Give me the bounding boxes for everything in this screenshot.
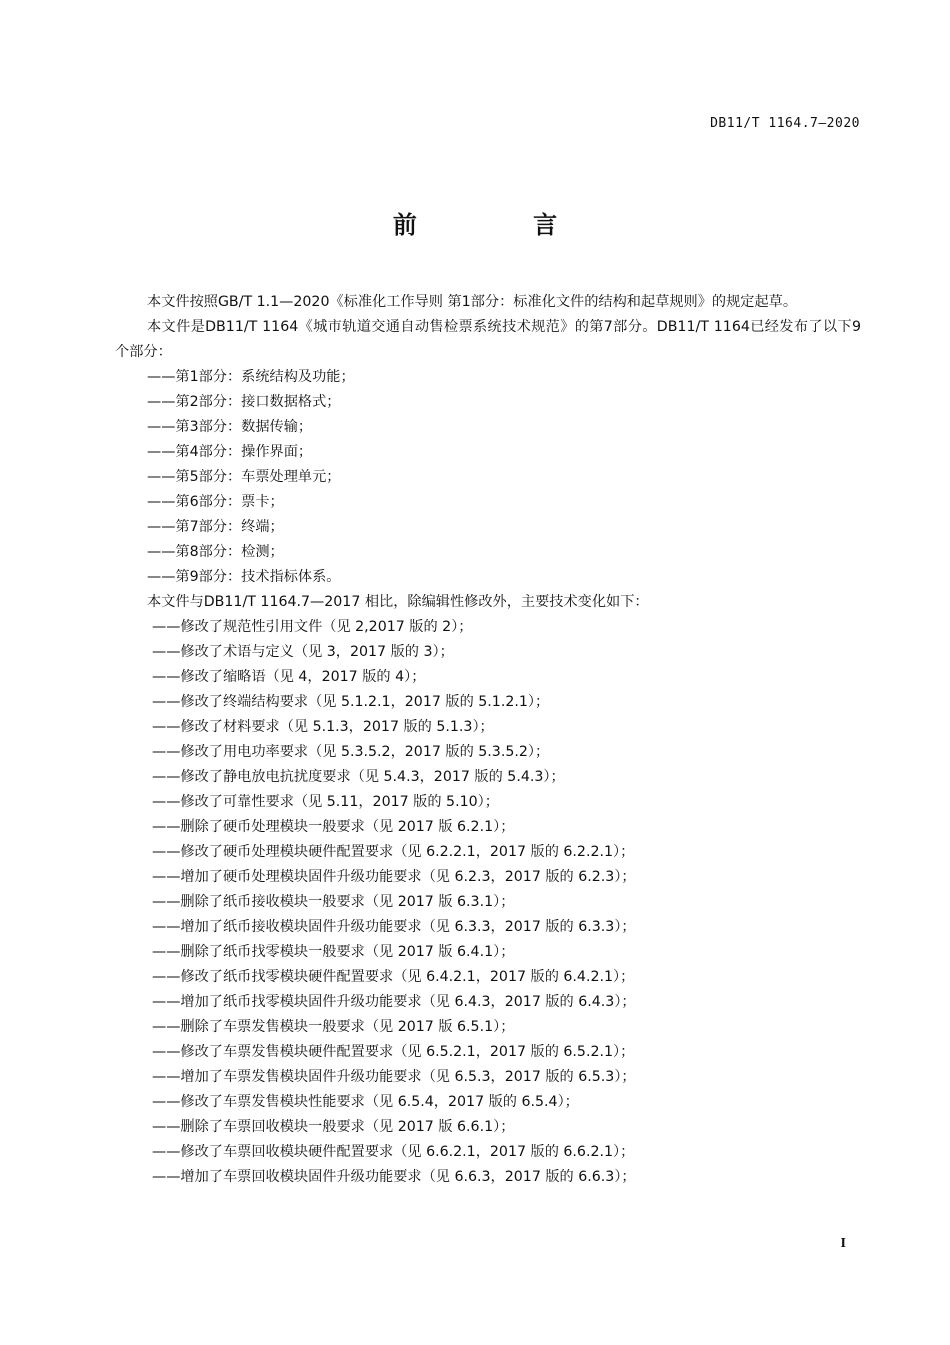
list-item: ——修改了术语与定义（见 3，2017 版的 3）； [152, 644, 454, 660]
list-item: ——修改了车票回收模块硬件配置要求（见 6.6.2.1，2017 版的 6.6.2.1）； [152, 1144, 635, 1160]
list-item: ——删除了硬币处理模块一般要求（见 2017 版 6.2.1）； [152, 819, 515, 835]
list-item: ——修改了车票发售模块性能要求（见 6.5.4，2017 版的 6.5.4）； [152, 1094, 579, 1110]
list-item: ——修改了车票发售模块硬件配置要求（见 6.5.2.1，2017 版的 6.5.2.1）； [152, 1044, 635, 1060]
paragraph-changes-intro: 本文件与DB11/T 1164.7—2017 相比，除编辑性修改外，主要技术变化如下： [147, 594, 649, 610]
list-item: ——第2部分：接口数据格式； [147, 394, 341, 410]
paragraph-parts-intro: 本文件是DB11/T 1164《城市轨道交通自动售检票系统技术规范》的第7部分。DB11/T 1164已经发布了以下9个部分： [115, 319, 861, 360]
list-item: ——修改了静电放电抗扰度要求（见 5.4.3，2017 版的 5.4.3）； [152, 769, 565, 785]
list-item: ——修改了缩略语（见 4，2017 版的 4）； [152, 669, 426, 685]
list-item: ——第7部分：终端； [147, 519, 284, 535]
parts-list [115, 365, 861, 590]
list-item: ——修改了终端结构要求（见 5.1.2.1，2017 版的 5.1.2.1）； [152, 694, 550, 710]
list-item: ——删除了纸币找零模块一般要求（见 2017 版 6.4.1）； [152, 944, 515, 960]
paragraph-drafting-basis: 本文件按照GB/T 1.1—2020《标准化工作导则 第1部分：标准化文件的结构和起草规则》的规定起草。 [147, 294, 798, 310]
list-item: ——增加了车票发售模块固件升级功能要求（见 6.5.3，2017 版的 6.5.3）； [152, 1069, 636, 1085]
list-item: ——修改了材料要求（见 5.1.3，2017 版的 5.1.3）； [152, 719, 494, 735]
list-item: ——第1部分：系统结构及功能； [147, 369, 355, 385]
list-item: ——修改了用电功率要求（见 5.3.5.2，2017 版的 5.3.5.2）； [152, 744, 550, 760]
list-item: ——增加了硬币处理模块固件升级功能要求（见 6.2.3，2017 版的 6.2.3）； [152, 869, 636, 885]
list-item: ——第5部分：车票处理单元； [147, 469, 341, 485]
list-item: ——第8部分：检测； [147, 544, 284, 560]
list-item: ——第6部分：票卡； [147, 494, 284, 510]
list-item: ——删除了纸币接收模块一般要求（见 2017 版 6.3.1）； [152, 894, 515, 910]
changes-list [115, 615, 861, 1190]
list-item: ——修改了可靠性要求（见 5.11，2017 版的 5.10）； [152, 794, 499, 810]
list-item: ——第4部分：操作界面； [147, 444, 313, 460]
page-number: I [840, 1236, 846, 1251]
foreword-body [115, 290, 861, 1190]
list-item: ——增加了车票回收模块固件升级功能要求（见 6.6.3，2017 版的 6.6.3）； [152, 1169, 636, 1185]
list-item: ——第3部分：数据传输； [147, 419, 313, 435]
list-item: ——修改了规范性引用文件（见 2,2017 版的 2）； [152, 619, 473, 635]
page-title: 前 言 [392, 211, 612, 239]
document-code: DB11/T 1164.7—2020 [710, 116, 860, 131]
list-item: ——增加了纸币找零模块固件升级功能要求（见 6.4.3，2017 版的 6.4.3）； [152, 994, 636, 1010]
list-item: ——修改了纸币找零模块硬件配置要求（见 6.4.2.1，2017 版的 6.4.2.1）； [152, 969, 635, 985]
list-item: ——增加了纸币接收模块固件升级功能要求（见 6.3.3，2017 版的 6.3.3）； [152, 919, 636, 935]
list-item: ——删除了车票回收模块一般要求（见 2017 版 6.6.1）； [152, 1119, 515, 1135]
list-item: ——修改了硬币处理模块硬件配置要求（见 6.2.2.1，2017 版的 6.2.2.1）； [152, 844, 635, 860]
list-item: ——第9部分：技术指标体系。 [147, 569, 341, 585]
list-item: ——删除了车票发售模块一般要求（见 2017 版 6.5.1）； [152, 1019, 515, 1035]
